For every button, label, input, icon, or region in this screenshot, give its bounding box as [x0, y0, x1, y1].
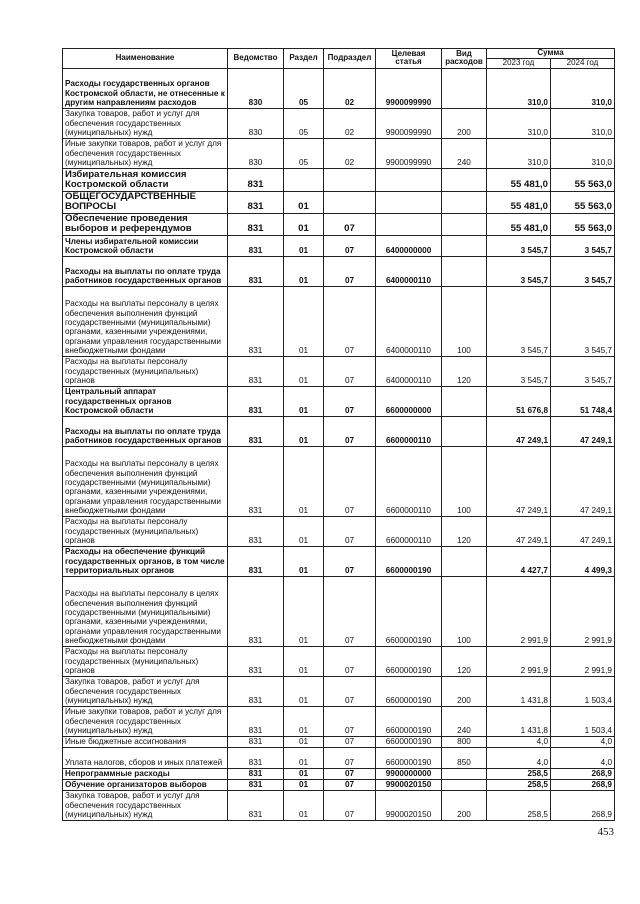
- row-section: 01: [284, 286, 324, 356]
- table-row: [63, 768, 615, 779]
- row-target: 6600000000: [376, 386, 442, 416]
- row-name: Расходы на выплаты персоналу государственных (муниципальных) органов: [63, 356, 228, 386]
- table-row: [63, 168, 615, 191]
- row-department: 831: [228, 213, 284, 235]
- row-sum-2023: 2 991,9: [487, 646, 551, 676]
- row-sum-2024: 1 503,4: [551, 706, 615, 736]
- row-sum-2023: 3 545,7: [487, 235, 551, 256]
- header-sum: Сумма: [487, 49, 615, 59]
- header-department: Ведомство: [228, 49, 284, 69]
- row-subsection: 02: [324, 68, 376, 108]
- table-row: [63, 191, 615, 213]
- row-target: 9900000000: [376, 768, 442, 779]
- row-name: Непрограммные расходы: [63, 768, 228, 779]
- row-section: 01: [284, 779, 324, 790]
- table-row: [63, 546, 615, 576]
- header-name: Наименование: [63, 49, 228, 69]
- page-number: 453: [597, 826, 614, 838]
- row-name: Расходы государственных органов Костромской области, не отнесенные к другим направлениям расходов: [63, 68, 228, 108]
- row-name: Расходы на выплаты персоналу в целях обеспечения выполнения функций государственными (муниципальными) органами, казенными учреждениями, органами управления государственными внебюджетными фондами: [63, 576, 228, 646]
- row-expense-type: 240: [442, 706, 487, 736]
- row-department: 831: [228, 768, 284, 779]
- row-subsection: 07: [324, 790, 376, 820]
- row-sum-2023: 258,5: [487, 790, 551, 820]
- row-section: 01: [284, 768, 324, 779]
- row-sum-2023: 310,0: [487, 68, 551, 108]
- row-department: 831: [228, 706, 284, 736]
- row-subsection: 07: [324, 416, 376, 446]
- row-subsection: 07: [324, 576, 376, 646]
- row-section: 01: [284, 736, 324, 747]
- row-subsection: 07: [324, 779, 376, 790]
- row-section: 01: [284, 646, 324, 676]
- table-row: [63, 68, 615, 108]
- row-name: Закупка товаров, работ и услуг для обеспечения государственных (муниципальных) нужд: [63, 676, 228, 706]
- row-subsection: 07: [324, 676, 376, 706]
- row-department: 831: [228, 386, 284, 416]
- table-row: [63, 138, 615, 168]
- row-sum-2023: 3 545,7: [487, 286, 551, 356]
- row-name: Иные закупки товаров, работ и услуг для обеспечения государственных (муниципальных) нужд: [63, 706, 228, 736]
- row-expense-type: 200: [442, 790, 487, 820]
- row-section: 05: [284, 138, 324, 168]
- row-section: 01: [284, 356, 324, 386]
- row-sum-2024: 3 545,7: [551, 235, 615, 256]
- row-sum-2024: 47 249,1: [551, 516, 615, 546]
- row-target: 9900099990: [376, 138, 442, 168]
- row-sum-2023: 258,5: [487, 768, 551, 779]
- row-target: 6600000110: [376, 516, 442, 546]
- row-sum-2024: 310,0: [551, 68, 615, 108]
- row-department: 831: [228, 516, 284, 546]
- row-target: 6400000110: [376, 286, 442, 356]
- row-section: [284, 168, 324, 191]
- table-row: [63, 356, 615, 386]
- row-expense-type: 100: [442, 576, 487, 646]
- row-sum-2024: 47 249,1: [551, 446, 615, 516]
- header-section: Раздел: [284, 49, 324, 69]
- row-subsection: 02: [324, 138, 376, 168]
- table-row: [63, 256, 615, 286]
- row-expense-type: [442, 779, 487, 790]
- row-sum-2024: 3 545,7: [551, 356, 615, 386]
- row-subsection: 07: [324, 235, 376, 256]
- row-department: 831: [228, 416, 284, 446]
- row-section: 01: [284, 790, 324, 820]
- header-year-2024: 2024 год: [551, 59, 615, 69]
- row-expense-type: [442, 416, 487, 446]
- row-sum-2023: 4,0: [487, 736, 551, 747]
- row-target: 6600000190: [376, 736, 442, 747]
- row-expense-type: 100: [442, 286, 487, 356]
- row-expense-type: 100: [442, 446, 487, 516]
- row-section: 01: [284, 676, 324, 706]
- row-subsection: [324, 168, 376, 191]
- row-department: 831: [228, 446, 284, 516]
- row-department: 831: [228, 286, 284, 356]
- table-row: [63, 779, 615, 790]
- row-name: Закупка товаров, работ и услуг для обеспечения государственных (муниципальных) нужд: [63, 108, 228, 138]
- row-name: Члены избирательной комиссии Костромской области: [63, 235, 228, 256]
- row-section: 01: [284, 386, 324, 416]
- table-body: [63, 68, 615, 820]
- row-target: 6600000110: [376, 416, 442, 446]
- table-row: [63, 516, 615, 546]
- row-subsection: 07: [324, 286, 376, 356]
- row-section: 01: [284, 546, 324, 576]
- row-expense-type: [442, 235, 487, 256]
- row-sum-2024: 4,0: [551, 747, 615, 768]
- table-row: [63, 386, 615, 416]
- row-sum-2024: 310,0: [551, 108, 615, 138]
- row-sum-2024: 55 563,0: [551, 191, 615, 213]
- row-department: 830: [228, 108, 284, 138]
- row-sum-2024: 4,0: [551, 736, 615, 747]
- header-target: Целевая статья: [376, 49, 442, 69]
- row-section: 01: [284, 235, 324, 256]
- header-year-2023: 2023 год: [487, 59, 551, 69]
- table-row: [63, 446, 615, 516]
- row-expense-type: 120: [442, 646, 487, 676]
- row-section: 01: [284, 256, 324, 286]
- row-subsection: 07: [324, 256, 376, 286]
- row-target: 9900099990: [376, 108, 442, 138]
- row-target: 6600000190: [376, 646, 442, 676]
- row-expense-type: [442, 546, 487, 576]
- row-target: 9900099990: [376, 68, 442, 108]
- table-row: [63, 676, 615, 706]
- row-target: [376, 168, 442, 191]
- row-subsection: 07: [324, 736, 376, 747]
- row-department: 831: [228, 779, 284, 790]
- row-subsection: 07: [324, 356, 376, 386]
- row-sum-2023: 47 249,1: [487, 446, 551, 516]
- row-subsection: 07: [324, 747, 376, 768]
- row-expense-type: 120: [442, 356, 487, 386]
- row-name: Расходы на выплаты персоналу государственных (муниципальных) органов: [63, 516, 228, 546]
- row-expense-type: [442, 256, 487, 286]
- row-section: 05: [284, 108, 324, 138]
- row-name: ОБЩЕГОСУДАРСТВЕННЫЕ ВОПРОСЫ: [63, 191, 228, 213]
- row-expense-type: 800: [442, 736, 487, 747]
- row-sum-2023: 310,0: [487, 108, 551, 138]
- row-target: 6600000190: [376, 576, 442, 646]
- row-subsection: 02: [324, 108, 376, 138]
- row-expense-type: [442, 168, 487, 191]
- row-section: 01: [284, 706, 324, 736]
- row-expense-type: [442, 386, 487, 416]
- row-name: Расходы на выплаты персоналу государственных (муниципальных) органов: [63, 646, 228, 676]
- row-department: 831: [228, 576, 284, 646]
- row-subsection: 07: [324, 546, 376, 576]
- row-department: 831: [228, 676, 284, 706]
- row-expense-type: [442, 191, 487, 213]
- row-sum-2023: 55 481,0: [487, 168, 551, 191]
- row-target: 6600000190: [376, 747, 442, 768]
- table-row: [63, 646, 615, 676]
- row-name: Иные закупки товаров, работ и услуг для обеспечения государственных (муниципальных) нужд: [63, 138, 228, 168]
- row-name: Закупка товаров, работ и услуг для обеспечения государственных (муниципальных) нужд: [63, 790, 228, 820]
- row-sum-2023: 55 481,0: [487, 191, 551, 213]
- row-subsection: [324, 191, 376, 213]
- row-sum-2023: 3 545,7: [487, 256, 551, 286]
- row-expense-type: 240: [442, 138, 487, 168]
- row-expense-type: 120: [442, 516, 487, 546]
- table-row: [63, 736, 615, 747]
- row-expense-type: [442, 768, 487, 779]
- row-sum-2024: 268,9: [551, 768, 615, 779]
- row-subsection: 07: [324, 386, 376, 416]
- row-target: 6600000190: [376, 706, 442, 736]
- table-row: [63, 790, 615, 820]
- row-target: 6600000190: [376, 546, 442, 576]
- row-target: [376, 191, 442, 213]
- row-section: 01: [284, 747, 324, 768]
- row-subsection: 07: [324, 446, 376, 516]
- row-sum-2024: 268,9: [551, 779, 615, 790]
- row-sum-2023: 1 431,8: [487, 676, 551, 706]
- row-sum-2023: 51 676,8: [487, 386, 551, 416]
- row-target: 6400000110: [376, 356, 442, 386]
- row-subsection: 07: [324, 213, 376, 235]
- row-sum-2024: 55 563,0: [551, 213, 615, 235]
- table-row: [63, 108, 615, 138]
- row-sum-2023: 4,0: [487, 747, 551, 768]
- row-sum-2024: 268,9: [551, 790, 615, 820]
- row-name: Расходы на выплаты персоналу в целях обеспечения выполнения функций государственными (муниципальными) органами, казенными учреждениями, органами управления государственными внебюджетными фондами: [63, 446, 228, 516]
- row-sum-2023: 258,5: [487, 779, 551, 790]
- row-name: Иные бюджетные ассигнования: [63, 736, 228, 747]
- row-name: Центральный аппарат государственных органов Костромской области: [63, 386, 228, 416]
- row-sum-2023: 3 545,7: [487, 356, 551, 386]
- row-expense-type: 850: [442, 747, 487, 768]
- row-target: 6400000110: [376, 256, 442, 286]
- row-target: 6400000000: [376, 235, 442, 256]
- row-department: 831: [228, 546, 284, 576]
- header-subsection: Подраздел: [324, 49, 376, 69]
- row-sum-2024: 310,0: [551, 138, 615, 168]
- table-row: [63, 576, 615, 646]
- table-row: [63, 286, 615, 356]
- row-section: 01: [284, 446, 324, 516]
- row-section: 01: [284, 576, 324, 646]
- row-department: 831: [228, 356, 284, 386]
- row-name: Обеспечение проведения выборов и референдумов: [63, 213, 228, 235]
- row-department: 831: [228, 168, 284, 191]
- row-subsection: 07: [324, 516, 376, 546]
- row-department: 831: [228, 235, 284, 256]
- row-sum-2024: 2 991,9: [551, 576, 615, 646]
- row-name: Расходы на выплаты по оплате труда работников государственных органов: [63, 416, 228, 446]
- row-sum-2023: 47 249,1: [487, 516, 551, 546]
- row-sum-2023: 4 427,7: [487, 546, 551, 576]
- row-sum-2024: 51 748,4: [551, 386, 615, 416]
- row-sum-2024: 1 503,4: [551, 676, 615, 706]
- row-expense-type: 200: [442, 108, 487, 138]
- row-subsection: 07: [324, 706, 376, 736]
- row-target: 6600000190: [376, 676, 442, 706]
- row-name: Расходы на обеспечение функций государственных органов, в том числе территориальных органов: [63, 546, 228, 576]
- row-section: 05: [284, 68, 324, 108]
- table-row: [63, 213, 615, 235]
- row-expense-type: 200: [442, 676, 487, 706]
- row-target: 9900020150: [376, 790, 442, 820]
- row-name: Расходы на выплаты персоналу в целях обеспечения выполнения функций государственными (муниципальными) органами, казенными учреждениями, органами управления государственными внебюджетными фондами: [63, 286, 228, 356]
- row-target: [376, 213, 442, 235]
- row-expense-type: [442, 68, 487, 108]
- row-section: 01: [284, 516, 324, 546]
- row-section: 01: [284, 191, 324, 213]
- row-sum-2023: 1 431,8: [487, 706, 551, 736]
- row-sum-2023: 47 249,1: [487, 416, 551, 446]
- row-subsection: 07: [324, 768, 376, 779]
- row-name: Избирательная комиссия Костромской области: [63, 168, 228, 191]
- row-sum-2023: 55 481,0: [487, 213, 551, 235]
- row-department: 830: [228, 138, 284, 168]
- row-department: 831: [228, 736, 284, 747]
- table-row: [63, 416, 615, 446]
- row-target: 9900020150: [376, 779, 442, 790]
- row-sum-2024: 47 249,1: [551, 416, 615, 446]
- row-department: 830: [228, 68, 284, 108]
- row-name: Уплата налогов, сборов и иных платежей: [63, 747, 228, 768]
- row-sum-2024: 2 991,9: [551, 646, 615, 676]
- row-sum-2023: 2 991,9: [487, 576, 551, 646]
- row-name: Обучение организаторов выборов: [63, 779, 228, 790]
- row-sum-2024: 3 545,7: [551, 286, 615, 356]
- row-section: 01: [284, 416, 324, 446]
- table-row: [63, 747, 615, 768]
- budget-table: [62, 48, 615, 821]
- row-department: 831: [228, 191, 284, 213]
- row-subsection: 07: [324, 646, 376, 676]
- row-sum-2024: 4 499,3: [551, 546, 615, 576]
- table-row: [63, 706, 615, 736]
- row-sum-2024: 3 545,7: [551, 256, 615, 286]
- table-row: [63, 235, 615, 256]
- row-department: 831: [228, 256, 284, 286]
- row-expense-type: [442, 213, 487, 235]
- row-target: 6600000110: [376, 446, 442, 516]
- header-expense-type: Вид расходов: [442, 49, 487, 69]
- row-department: 831: [228, 646, 284, 676]
- row-section: 01: [284, 213, 324, 235]
- row-sum-2024: 55 563,0: [551, 168, 615, 191]
- row-department: 831: [228, 747, 284, 768]
- row-sum-2023: 310,0: [487, 138, 551, 168]
- row-name: Расходы на выплаты по оплате труда работников государственных органов: [63, 256, 228, 286]
- row-department: 831: [228, 790, 284, 820]
